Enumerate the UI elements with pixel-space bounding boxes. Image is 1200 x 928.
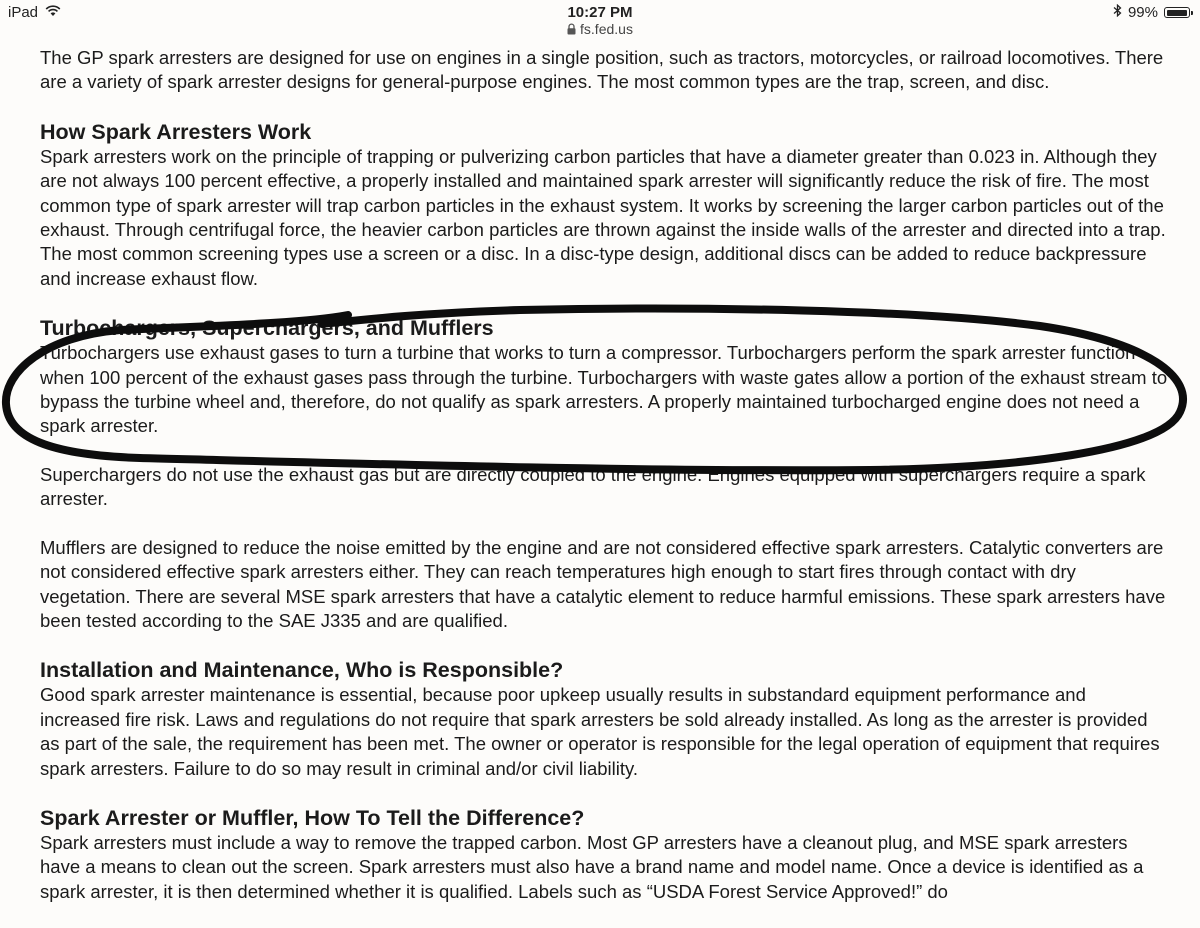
bluetooth-icon [1113, 4, 1122, 21]
installation-maintenance-paragraph: Good spark arrester maintenance is essential, because poor upkeep usually results in substandard equipment performance and increased fire risk. Laws and regulations do not require that spark arresters be sold already installed. As long as the arrester is provided as part of the sale, the requirement has been met. The owner or operator is responsible for the legal operation of equipment that requires spark arresters. Failure to do so may result in criminal and/or civil liability. [40, 684, 1160, 779]
intro-paragraph: The GP spark arresters are designed for use on engines in a single position, such as tractors, motorcycles, or railroad locomotives. There are a variety of spark arrester designs for general-purpose engines. The most common types are the trap, screen, and disc. [40, 47, 1164, 93]
superchargers-paragraph: Superchargers do not use the exhaust gas but are directly coupled to the engine. Engines equipped with superchargers require a spark arrester. [40, 463, 1146, 510]
url-text: fs.fed.us [580, 21, 633, 37]
lock-icon [567, 22, 576, 38]
heading-installation-maintenance: Installation and Maintenance, Who is Responsible? [40, 658, 564, 683]
battery-icon [1164, 7, 1190, 18]
address-bar[interactable] [0, 21, 1200, 45]
arrester-or-muffler-paragraph: Spark arresters must include a way to remove the trapped carbon. Most GP arresters have a cleanout plug, and MSE spark arresters have a means to clean out the screen. Spark arresters must also have a brand name and model name. Once a device is identified as a spark arrester, it is then determined whether it is qualified. Labels such as “USDA Forest Service Approved!” do [40, 831, 1144, 902]
turbochargers-paragraph: Turbochargers use exhaust gases to turn a turbine that works to turn a compressor. Turbochargers perform the spark arrester function when 100 percent of the exhaust gases pass through the turbine. Turbochargers with waste gates allow a portion of the exhaust stream to bypass the turbine wheel and, therefore, do not qualify as spark arresters. A properly maintained turbocharged engine does not need a spark arrester. [40, 342, 1168, 437]
mufflers-paragraph: Mufflers are designed to reduce the noise emitted by the engine and are not considered effective spark arresters. Catalytic converters are not considered effective spark arresters either. They can reach temperatures high enough to start fires through contact with dry vegetation. There are several MSE spark arresters that have a catalytic element to reduce harmful emissions. These spark arresters have been tested according to the SAE J335 and are qualified. [40, 536, 1166, 631]
battery-fill [1167, 10, 1187, 16]
heading-how-spark-arresters-work: How Spark Arresters Work [40, 119, 312, 144]
heading-arrester-or-muffler: Spark Arrester or Muffler, How To Tell the Difference? [40, 805, 585, 830]
how-spark-arresters-work-paragraph: Spark arresters work on the principle of trapping or pulverizing carbon particles that have a diameter greater than 0.023 in. Although they are not always 100 percent effective, a properly installed and maintained spark arrester will significantly reduce the risk of fire. The most common type of spark arrester will trap carbon particles in the exhaust system. It works by screening the larger carbon particles out of the exhaust. Through centrifugal force, the heavier carbon particles are thrown against the inside walls of the arrester and directed into a trap. The most common screening types use a screen or a disc. In a disc-type design, additional discs can be added to reduce backpressure and increase exhaust flow. [40, 145, 1166, 289]
battery-percent: 99% [1127, 4, 1158, 21]
clock: 10:27 PM [567, 4, 633, 21]
heading-turbochargers: Turbochargers, Superchargers, and Mufflers [40, 316, 494, 341]
status-right [1113, 4, 1190, 21]
device-name: iPad [8, 4, 39, 21]
article-content [40, 46, 1170, 928]
